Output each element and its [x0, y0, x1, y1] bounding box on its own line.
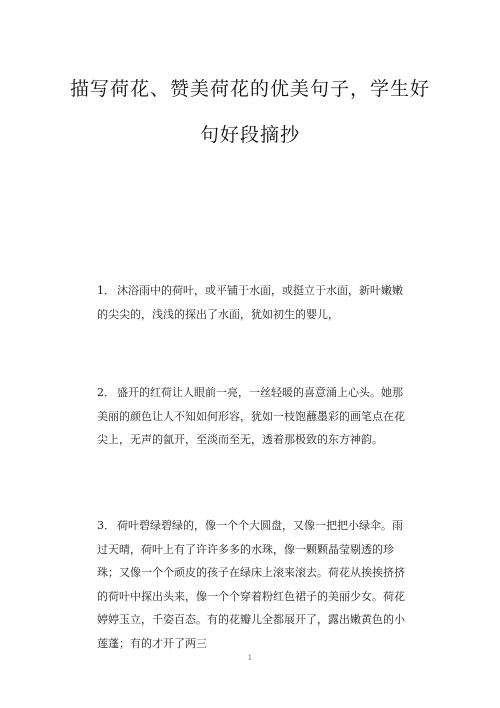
paragraph-1-number: 1． [97, 284, 115, 297]
paragraph-3-number: 3． [97, 519, 115, 532]
page-number: 1 [247, 654, 253, 662]
paragraph-2-text: 盛开的红荷让人眼前一亮，一丝轻暖的喜意涌上心头。她那美丽的颜色让人不知如何形容，犹如一枝饱蘸墨彩的画笔点在花尖上，无声的氤开，至淡而至无，透着那极致的东方神韵。 [97, 386, 405, 446]
paragraph-3-text: 荷叶碧绿碧绿的，像一个个大圆盘，又像一把把小绿伞。雨过天晴，荷叶上有了许许多多的水珠，像一颗颗晶莹剔透的珍珠；又像一个个顽皮的孩子在绿床上滚来滚去。荷花从挨挨挤挤的荷叶中探出头来，像一个个穿着粉红色裙子的美丽少女。荷花婷婷玉立，千姿百态。有的花瓣儿全都展开了，露出嫩黄色的小莲蓬；有的才开了两三 [97, 519, 405, 650]
paragraph-3 [97, 514, 407, 655]
document-title-line-2: 句好段摘抄 [199, 124, 300, 146]
paragraph-2-number: 2． [97, 386, 115, 399]
paragraph-2 [97, 381, 407, 452]
paragraph-1 [97, 279, 407, 326]
document-title-line-1: 描写荷花、赞美荷花的优美句子，学生好 [69, 78, 430, 100]
paragraph-1-text: 沐浴雨中的荷叶，或平铺于水面，或挺立于水面，新叶嫩嫩的尖尖的，浅浅的探出了水面，犹如初生的婴儿， [97, 284, 403, 321]
